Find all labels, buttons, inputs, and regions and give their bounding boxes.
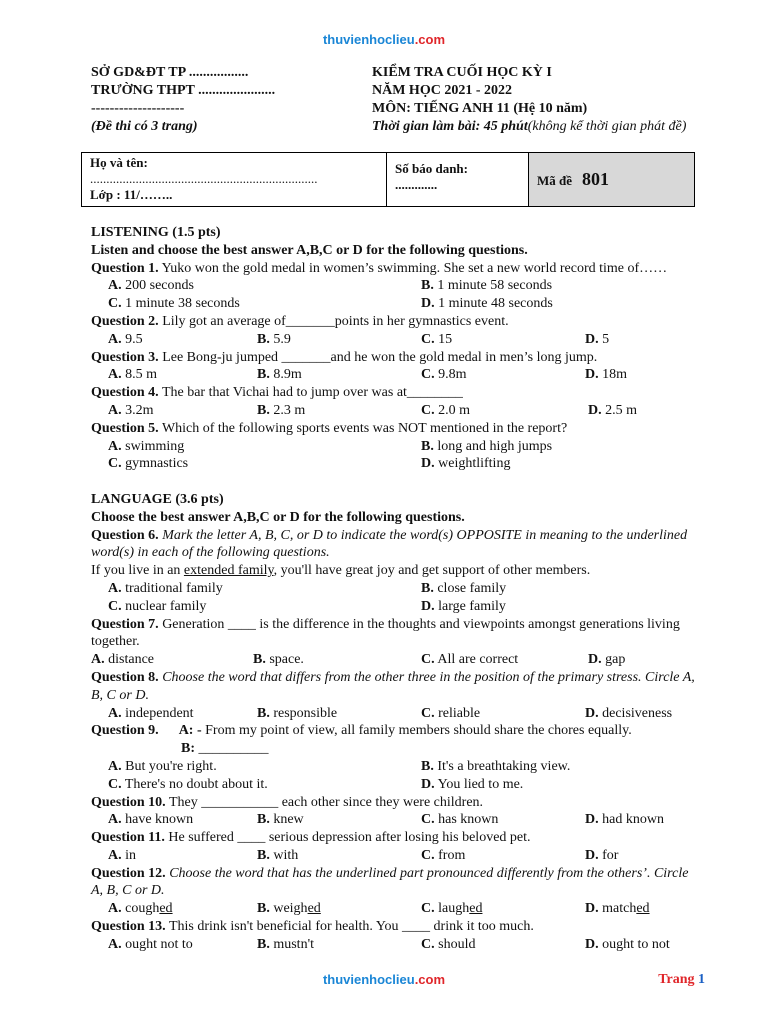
- question-3-options: A. 8.5 m B. 8.9m C. 9.8m D. 18m: [108, 367, 628, 383]
- question-4: Question 4. The bar that Vichai had to jump over was at________: [91, 385, 463, 401]
- question-13-options: A. ought not to B. mustn't C. should D. ought to not: [108, 936, 670, 952]
- question-1-options-cd: C. 1 minute 38 seconds D. 1 minute 48 seconds: [108, 296, 553, 312]
- site-footer: [0, 972, 768, 987]
- question-9-b-line: B: __________: [181, 741, 269, 757]
- question-5-options-ab: A. swimming B. long and high jumps: [108, 438, 553, 454]
- student-info-box: [81, 152, 695, 207]
- question-7-options: A. distance B. space. C. All are correct D. gap: [91, 652, 626, 668]
- question-7: Question 7. Generation ____ is the difference in the thoughts and viewpoints amongst generations living together.: [91, 616, 680, 650]
- name-field: ......................................................................: [90, 171, 318, 186]
- question-10-options: A. have known B. knew C. has known D. had known: [108, 812, 664, 828]
- question-5-options-cd: C. gymnastics D. weightlifting: [108, 456, 511, 472]
- time-limit: Thời gian làm bài: 45 phút: [372, 119, 528, 134]
- question-5: Question 5. Which of the following sports events was NOT mentioned in the report?: [91, 420, 568, 436]
- question-6-options-ab: A. traditional family B. close family: [108, 580, 507, 596]
- page-label: Trang: [658, 972, 695, 987]
- subject: MÔN: TIẾNG ANH 11 (Hệ 10 năm): [372, 101, 588, 116]
- question-6-options-cd: C. nuclear family D. large family: [108, 598, 506, 614]
- question-10: Question 10. They ___________ each other since they were children.: [91, 794, 484, 810]
- question-13: Question 13. This drink isn't beneficial for health. You ____ drink it too much.: [91, 919, 534, 935]
- page-number: [658, 972, 705, 988]
- candidate-number-label: Số báo danh:: [395, 161, 468, 176]
- exam-title: KIỂM TRA CUỐI HỌC KỲ I: [372, 65, 552, 80]
- candidate-number-field: .............: [395, 177, 438, 192]
- site-header: [0, 32, 768, 47]
- school-line: TRƯỜNG THPT ......................: [91, 83, 276, 98]
- site-name: thuvienhoclieu: [322, 32, 415, 47]
- question-8: Question 8. Choose the word that differs from the other three in the position of the primary stress. Circle A, B, C or D.: [91, 669, 695, 703]
- header-left: [91, 64, 275, 136]
- question-8-options: A. independent B. responsible C. reliable D. decisiveness: [108, 705, 673, 721]
- footer-site-name: thuvienhoclieu: [322, 972, 415, 987]
- question-1: Question 1. Yuko won the gold medal in women’s swimming. She set a new world record time of……: [91, 260, 668, 276]
- exam-code: 801: [582, 168, 610, 189]
- question-12-options: A. coughed B. weighed C. laughed D. matched: [108, 901, 650, 917]
- site-domain: .com: [414, 32, 446, 47]
- question-9-options-ab: A. But you're right. B. It's a breathtaking view.: [108, 758, 571, 774]
- question-3: Question 3. Lee Bong-ju jumped _______and he won the gold medal in men’s long jump.: [91, 349, 598, 365]
- question-2-options: A. 9.5 B. 5.9 C. 15 D. 5: [108, 331, 610, 347]
- question-9-options-cd: C. There's no doubt about it. D. You lied to me.: [108, 776, 524, 792]
- language-heading: LANGUAGE (3.6 pts): [91, 491, 224, 507]
- question-1-options-ab: A. 200 seconds B. 1 minute 58 seconds: [108, 278, 553, 294]
- exam-content: [91, 224, 703, 954]
- question-11-options: A. in B. with C. from D. for: [108, 847, 619, 863]
- exam-code-label: Mã đề: [537, 172, 573, 188]
- header-right: [372, 64, 686, 136]
- footer-site-domain: .com: [414, 972, 446, 987]
- listening-instruction: Listen and choose the best answer A,B,C or D for the following questions.: [91, 242, 528, 258]
- question-9: Question 9. A: - From my point of view, all family members should share the chores equally.: [91, 723, 632, 739]
- divider-line: --------------------: [91, 101, 185, 116]
- question-6: Question 6. Mark the letter A, B, C, or D to indicate the word(s) OPPOSITE in meaning to the underlined word(s) in each of the following questions.: [91, 527, 688, 561]
- question-4-options: A. 3.2m B. 2.3 m C. 2.0 m D. 2.5 m: [108, 402, 638, 418]
- class-field: Lớp : 11/……..: [90, 187, 173, 202]
- page-num: 1: [698, 972, 705, 987]
- question-12: Question 12. Choose the word that has the underlined part pronounced differently from the others’. Circle A, B, C or D.: [91, 865, 689, 899]
- question-11: Question 11. He suffered ____ serious depression after losing his beloved pet.: [91, 830, 531, 846]
- question-2: Question 2. Lily got an average of_______points in her gymnastics event.: [91, 313, 509, 329]
- listening-heading: LISTENING (1.5 pts): [91, 225, 221, 240]
- school-year: NĂM HỌC 2021 - 2022: [372, 83, 512, 98]
- exam-code-cell: [529, 153, 695, 207]
- name-label: Họ và tên:: [90, 155, 148, 170]
- dept-line: SỞ GD&ĐT TP .................: [91, 65, 249, 80]
- page-count-note: (Đề thi có 3 trang): [91, 119, 198, 134]
- language-instruction: Choose the best answer A,B,C or D for the following questions.: [91, 509, 465, 525]
- question-6-sentence: If you live in an extended family, you'll have great joy and get support of other members.: [91, 563, 591, 579]
- time-note: (không kể thời gian phát đề): [527, 119, 687, 134]
